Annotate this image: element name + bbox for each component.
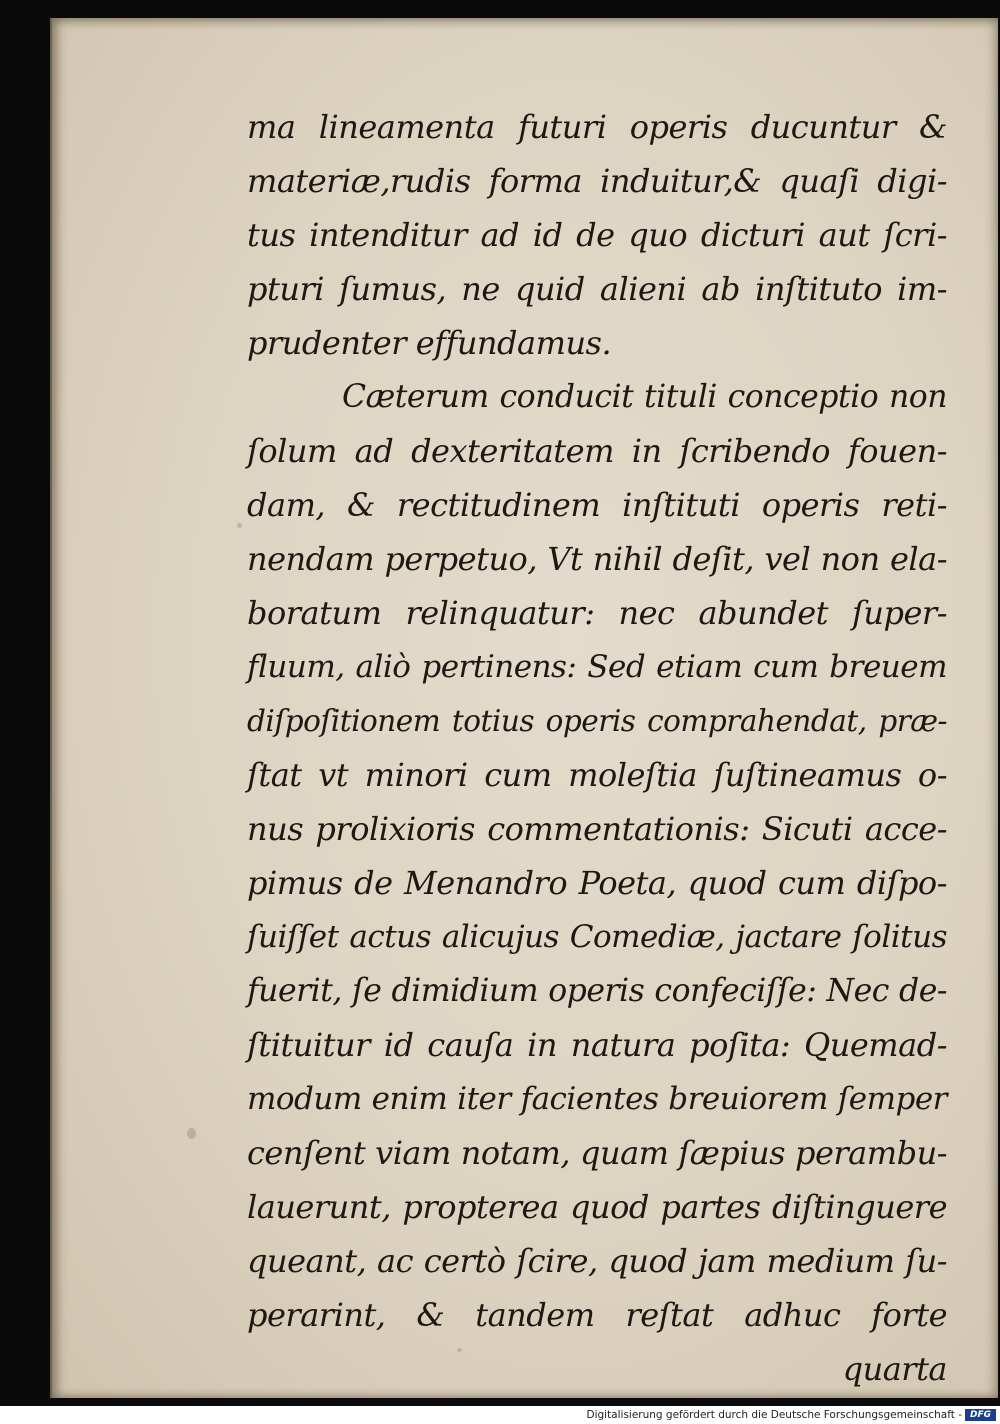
text-line: modum enim iter facientes breuiorem ſemper bbox=[247, 1081, 947, 1117]
text-line: fluum, aliò pertinens: Sed etiam cum breuem bbox=[247, 649, 947, 685]
text-line: lauerunt, propterea quod partes diſtinguere bbox=[247, 1188, 947, 1226]
catchword: quarta bbox=[842, 1350, 947, 1388]
text-line: nus prolixioris commentationis: Sicuti acce- bbox=[247, 810, 947, 848]
text-line: ma lineamenta futuri operis ducuntur & bbox=[247, 108, 947, 146]
text-line: nendam perpetuo, Vt nihil deſit, vel non ela- bbox=[247, 540, 947, 578]
text-line: Cæterum conducit tituli conceptio non bbox=[342, 379, 947, 415]
text-line: ſolum ad dexteritatem in ſcribendo fouen- bbox=[247, 432, 947, 470]
text-line: pturi ſumus, ne quid alieni ab inſtituto im- bbox=[247, 270, 947, 308]
text-line: ſtituitur id cauſa in natura poſita: Quemad- bbox=[247, 1026, 947, 1064]
text-line: cenſent viam notam, quam ſæpius perambu- bbox=[247, 1134, 947, 1172]
text-line: perarint, & tandem reſtat adhuc forte bbox=[247, 1296, 947, 1334]
text-line: pimus de Menandro Poeta, quod cum diſpo- bbox=[247, 864, 947, 902]
text-line: dam, & rectitudinem inſtituti operis reti- bbox=[247, 486, 947, 524]
text-line: ſtat vt minori cum moleſtia ſuſtineamus o- bbox=[247, 756, 947, 794]
text-line: diſpoſitionem totius operis comprahendat, præ- bbox=[247, 704, 947, 738]
text-line: queant, ac certò ſcire, quod jam medium ſu- bbox=[247, 1242, 947, 1280]
paper-stain bbox=[237, 523, 242, 528]
text-line: prudenter effundamus. bbox=[247, 324, 612, 362]
text-line: boratum relinquatur: nec abundet ſuper- bbox=[247, 594, 947, 632]
book-page bbox=[50, 18, 998, 1398]
dfg-logo: DFG bbox=[965, 1409, 996, 1421]
paper-stain bbox=[187, 1128, 196, 1139]
text-line: ſuiſſet actus alicujus Comediæ, jactare ſolitus bbox=[247, 919, 947, 955]
text-line: materiæ,rudis forma induitur,& quaſi digi- bbox=[247, 162, 947, 200]
body-text bbox=[247, 100, 947, 1396]
funding-credit: Digitalisierung gefördert durch die Deutsche Forschungsgemeinschaft - bbox=[586, 1409, 962, 1421]
text-line: tus intenditur ad id de quo dicturi aut ſcri- bbox=[247, 216, 947, 254]
text-line: fuerit, ſe dimidium operis confeciſſe: Nec de- bbox=[247, 973, 947, 1009]
